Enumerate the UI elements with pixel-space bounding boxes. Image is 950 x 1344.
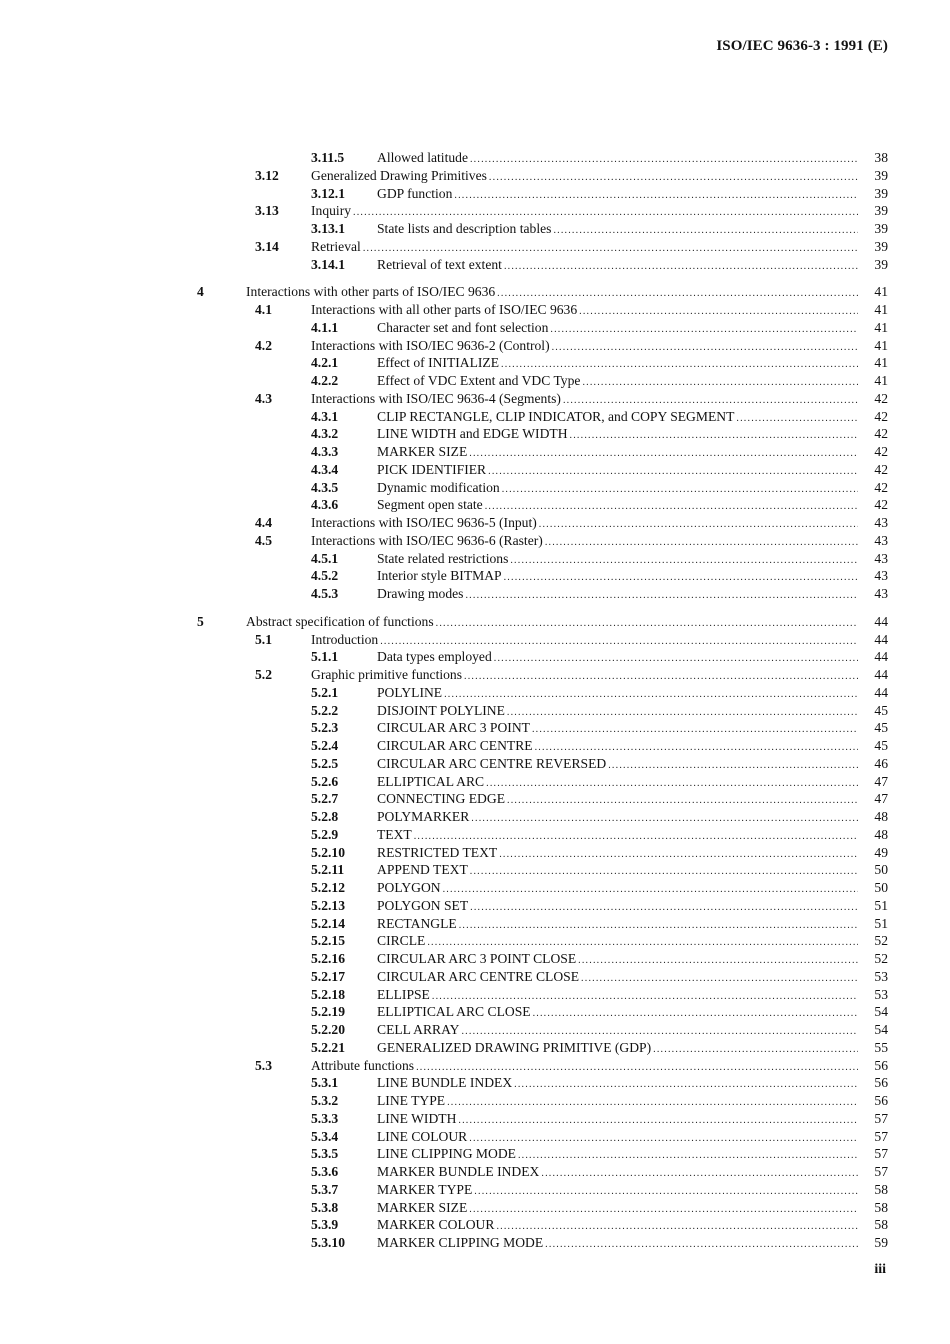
toc-entry-number: 4.5.3 [311, 586, 339, 601]
toc-entry[interactable] [0, 879, 950, 897]
toc-entry-title-leader [377, 1145, 858, 1165]
toc-entry[interactable] [0, 185, 950, 203]
toc-entry-page: 56 [874, 1058, 888, 1073]
toc-entry-title: Generalized Drawing Primitives [311, 168, 487, 183]
toc-entry[interactable] [0, 1216, 950, 1234]
toc-entry-page: 50 [874, 862, 888, 877]
toc-entry-page: 39 [874, 186, 888, 201]
toc-entry-title: Interactions with ISO/IEC 9636-4 (Segments) [311, 391, 561, 406]
toc-entry-number: 4.3.1 [311, 409, 339, 424]
toc-entry-number: 5.2.16 [311, 951, 345, 966]
toc-entry-number: 5.3.2 [311, 1093, 339, 1108]
toc-entry[interactable] [0, 319, 950, 337]
toc-entry[interactable] [0, 425, 950, 443]
toc-entry[interactable] [0, 1163, 950, 1181]
toc-entry-page: 45 [874, 720, 888, 735]
toc-entry-number: 3.12 [255, 168, 279, 183]
toc-entry-page: 51 [874, 916, 888, 931]
toc-entry-number: 5.3.8 [311, 1200, 339, 1215]
toc-entry-page: 52 [874, 951, 888, 966]
toc-entry-title-leader [311, 301, 858, 321]
toc-entry[interactable] [0, 550, 950, 568]
toc-entry[interactable] [0, 461, 950, 479]
toc-entry-page: 57 [874, 1146, 888, 1161]
toc-entry-page: 46 [874, 756, 888, 771]
toc-entry-title-leader [377, 897, 858, 917]
toc-entry-number: 5.3.5 [311, 1146, 339, 1161]
toc-entry-title-leader [377, 968, 858, 988]
toc-entry-number: 5.3.3 [311, 1111, 339, 1126]
toc-entry-number: 5 [197, 614, 204, 629]
toc-entry-title: MARKER TYPE [377, 1182, 473, 1197]
toc-entry[interactable] [0, 719, 950, 737]
toc-entry-page: 42 [874, 426, 888, 441]
toc-entry-title: ELLIPSE [377, 987, 430, 1002]
toc-entry-page: 58 [874, 1200, 888, 1215]
toc-entry-page: 42 [874, 462, 888, 477]
toc-entry-title: Interactions with ISO/IEC 9636-5 (Input) [311, 515, 537, 530]
toc-entry-title: Effect of VDC Extent and VDC Type [377, 373, 581, 388]
toc-entry-number: 5.2.6 [311, 774, 339, 789]
toc-entry[interactable] [0, 1145, 950, 1163]
toc-entry-page: 55 [874, 1040, 888, 1055]
toc-entry-page: 57 [874, 1111, 888, 1126]
toc-entry-title-leader [377, 950, 858, 970]
toc-entry[interactable] [0, 390, 950, 408]
toc-entry-page: 45 [874, 738, 888, 753]
toc-entry-page: 56 [874, 1093, 888, 1108]
toc-entry-number: 4.5.1 [311, 551, 339, 566]
toc-entry[interactable] [0, 1234, 950, 1252]
toc-entry-page: 47 [874, 774, 888, 789]
toc-entry-number: 4.3.6 [311, 497, 339, 512]
toc-entry-number: 5.2.12 [311, 880, 345, 895]
toc-entry-number: 3.11.5 [311, 150, 345, 165]
toc-entry[interactable] [0, 479, 950, 497]
toc-entry-title: LINE WIDTH [377, 1111, 457, 1126]
toc-entry-title-leader [377, 1216, 858, 1236]
toc-entry-page: 58 [874, 1217, 888, 1232]
toc-entry-title-leader [377, 496, 858, 516]
toc-entry-title-leader [377, 1181, 858, 1201]
toc-entry-title-leader [377, 737, 858, 757]
toc-entry-title-leader [377, 1110, 858, 1130]
toc-entry-number: 4.3.3 [311, 444, 339, 459]
toc-entry-page: 44 [874, 649, 888, 664]
toc-entry-title-leader [377, 879, 858, 899]
toc-entry-number: 4.3.4 [311, 462, 339, 477]
toc-entry-page: 48 [874, 809, 888, 824]
toc-entry-title: POLYLINE [377, 685, 443, 700]
toc-entry[interactable] [0, 167, 950, 185]
toc-entry-page: 41 [874, 373, 888, 388]
dot-leader [465, 587, 858, 605]
toc-entry-number: 4.5 [255, 533, 272, 548]
toc-entry-title: Attribute functions [311, 1058, 415, 1073]
toc-entry-title-leader [311, 202, 858, 222]
toc-entry[interactable] [0, 372, 950, 390]
toc-entry-title: Introduction [311, 632, 379, 647]
toc-entry[interactable] [0, 648, 950, 666]
toc-entry-title-leader [311, 238, 858, 258]
toc-entry-title: Drawing modes [377, 586, 464, 601]
toc-entry-number: 5.2.2 [311, 703, 339, 718]
toc-entry[interactable] [0, 1092, 950, 1110]
toc-entry-title: Interactions with ISO/IEC 9636-2 (Control) [311, 338, 550, 353]
toc-entry[interactable] [0, 337, 950, 355]
toc-entry-title: RECTANGLE [377, 916, 457, 931]
toc-entry-title: LINE TYPE [377, 1093, 446, 1108]
toc-entry-number: 5.1 [255, 632, 272, 647]
toc-entry-number: 5.3.10 [311, 1235, 345, 1250]
toc-entry-title-leader [311, 532, 858, 552]
toc-entry-title: Interior style BITMAP [377, 568, 502, 583]
toc-entry[interactable] [0, 1199, 950, 1217]
toc-entry-title: CIRCULAR ARC 3 POINT CLOSE [377, 951, 577, 966]
toc-entry-title-leader [377, 1039, 858, 1059]
toc-entry-page: 38 [874, 150, 888, 165]
toc-entry-number: 5.2.13 [311, 898, 345, 913]
toc-entry-title: TEXT [377, 827, 412, 842]
toc-entry-page: 39 [874, 239, 888, 254]
toc-entry-title: State related restrictions [377, 551, 509, 566]
toc-entry-number: 4.3 [255, 391, 272, 406]
toc-entry-number: 3.13 [255, 203, 279, 218]
toc-entry-page: 41 [874, 302, 888, 317]
toc-entry-title: ELLIPTICAL ARC [377, 774, 485, 789]
toc-entry-title: ELLIPTICAL ARC CLOSE [377, 1004, 531, 1019]
toc-entry-page: 59 [874, 1235, 888, 1250]
toc-entry-title-leader [377, 1074, 858, 1094]
toc-entry-number: 5.2.8 [311, 809, 339, 824]
toc-entry-page: 39 [874, 203, 888, 218]
toc-entry-number: 5.2.10 [311, 845, 345, 860]
toc-entry-number: 5.2.9 [311, 827, 339, 842]
toc-entry-title: POLYGON [377, 880, 441, 895]
toc-entry-title-leader [377, 585, 858, 605]
toc-entry-title-leader [377, 826, 858, 846]
toc-entry-page: 53 [874, 969, 888, 984]
toc-entry-page: 48 [874, 827, 888, 842]
toc-entry-title: MARKER CLIPPING MODE [377, 1235, 544, 1250]
toc-entry-title: LINE CLIPPING MODE [377, 1146, 516, 1161]
toc-entry-title: Abstract specification of functions [246, 614, 434, 629]
toc-entry-page: 43 [874, 515, 888, 530]
toc-entry[interactable] [0, 567, 950, 585]
toc-entry[interactable] [0, 496, 950, 514]
toc-entry-title: LINE BUNDLE INDEX [377, 1075, 513, 1090]
toc-entry-title-leader [377, 149, 858, 169]
toc-entry-title-leader [377, 1092, 858, 1112]
toc-entry-title: RESTRICTED TEXT [377, 845, 498, 860]
toc-entry-number: 5.3 [255, 1058, 272, 1073]
toc-entry-number: 4.1 [255, 302, 272, 317]
toc-entry-title: Effect of INITIALIZE [377, 355, 500, 370]
toc-entry[interactable] [0, 149, 950, 167]
toc-entry-number: 5.2.4 [311, 738, 339, 753]
toc-entry-title-leader [377, 567, 858, 587]
toc-entry-title: CIRCULAR ARC CENTRE REVERSED [377, 756, 607, 771]
toc-entry-title: CONNECTING EDGE [377, 791, 505, 806]
toc-entry-number: 3.14.1 [311, 257, 345, 272]
toc-entry[interactable] [0, 1181, 950, 1199]
toc-entry-title-leader [377, 425, 858, 445]
dot-leader [545, 1236, 858, 1254]
toc-entry[interactable] [0, 443, 950, 461]
toc-entry-number: 4 [197, 284, 204, 299]
toc-entry-page: 57 [874, 1164, 888, 1179]
toc-entry-title: POLYMARKER [377, 809, 470, 824]
toc-entry-page: 44 [874, 667, 888, 682]
toc-entry[interactable] [0, 1039, 950, 1057]
toc-entry-number: 3.14 [255, 239, 279, 254]
dot-leader [504, 258, 858, 276]
toc-entry-title-leader [377, 319, 858, 339]
toc-entry[interactable] [0, 684, 950, 702]
toc-entry-number: 4.1.1 [311, 320, 339, 335]
toc-entry-number: 5.2.17 [311, 969, 345, 984]
toc-entry-number: 4.2.1 [311, 355, 339, 370]
toc-entry-title-leader [377, 755, 858, 775]
toc-entry-title: CLIP RECTANGLE, CLIP INDICATOR, and COPY SEGMENT [377, 409, 735, 424]
toc-entry-page: 44 [874, 685, 888, 700]
toc-entry-number: 5.2 [255, 667, 272, 682]
toc-entry-title-leader [377, 220, 858, 240]
toc-entry-number: 5.2.5 [311, 756, 339, 771]
toc-entry-page: 56 [874, 1075, 888, 1090]
toc-entry-title-leader [377, 1021, 858, 1041]
toc-entry[interactable] [0, 301, 950, 319]
toc-entry-title: MARKER COLOUR [377, 1217, 495, 1232]
toc-entry-page: 39 [874, 221, 888, 236]
toc-entry-title: APPEND TEXT [377, 862, 468, 877]
toc-entry-title: Allowed latitude [377, 150, 468, 165]
toc-entry-title-leader [377, 790, 858, 810]
toc-entry-title-leader [377, 372, 858, 392]
toc-entry-number: 5.2.1 [311, 685, 339, 700]
toc-entry-title-leader [377, 719, 858, 739]
toc-entry[interactable] [0, 915, 950, 933]
toc-entry-title-leader [246, 283, 858, 303]
toc-entry-title: Retrieval [311, 239, 361, 254]
toc-entry-number: 4.3.2 [311, 426, 339, 441]
toc-entry-number: 5.3.1 [311, 1075, 339, 1090]
toc-entry-number: 4.3.5 [311, 480, 339, 495]
toc-entry-page: 42 [874, 480, 888, 495]
toc-entry[interactable] [0, 968, 950, 986]
toc-entry-page: 41 [874, 320, 888, 335]
toc-entry-title: GENERALIZED DRAWING PRIMITIVE (GDP) [377, 1040, 652, 1055]
toc-entry-title-leader [311, 666, 858, 686]
toc-entry[interactable] [0, 585, 950, 603]
toc-entry-page: 39 [874, 168, 888, 183]
toc-entry-page: 39 [874, 257, 888, 272]
toc-entry[interactable] [0, 238, 950, 256]
toc-entry-page: 54 [874, 1022, 888, 1037]
toc-entry[interactable] [0, 773, 950, 791]
toc-entry-title: CIRCULAR ARC CENTRE [377, 738, 533, 753]
toc-entry-page: 42 [874, 409, 888, 424]
toc-entry-number: 4.5.2 [311, 568, 339, 583]
toc-entry[interactable] [0, 1074, 950, 1092]
toc-entry-title-leader [377, 443, 858, 463]
toc-entry-page: 43 [874, 586, 888, 601]
toc-entry-number: 5.3.4 [311, 1129, 339, 1144]
toc-entry-page: 42 [874, 444, 888, 459]
toc-entry-number: 5.2.3 [311, 720, 339, 735]
toc-entry[interactable] [0, 613, 950, 631]
toc-entry[interactable] [0, 283, 950, 301]
toc-entry[interactable] [0, 666, 950, 684]
toc-entry[interactable] [0, 514, 950, 532]
toc-entry-page: 41 [874, 338, 888, 353]
toc-entry-title: Interactions with other parts of ISO/IEC 9636 [246, 284, 496, 299]
toc-entry-page: 52 [874, 933, 888, 948]
toc-entry-title-leader [377, 932, 858, 952]
toc-entry-page: 45 [874, 703, 888, 718]
toc-entry-title: Retrieval of text extent [377, 257, 502, 272]
toc-entry-title: Segment open state [377, 497, 483, 512]
toc-entry-page: 47 [874, 791, 888, 806]
toc-entry[interactable] [0, 1128, 950, 1146]
toc-entry-number: 5.2.20 [311, 1022, 345, 1037]
toc-entry[interactable] [0, 532, 950, 550]
toc-entry-page: 58 [874, 1182, 888, 1197]
toc-entry-title: MARKER SIZE [377, 444, 468, 459]
toc-entry-title: Character set and font selection [377, 320, 549, 335]
toc-entry-page: 57 [874, 1129, 888, 1144]
toc-entry-title: MARKER SIZE [377, 1200, 468, 1215]
toc-entry[interactable] [0, 808, 950, 826]
toc-entry-title: LINE COLOUR [377, 1129, 468, 1144]
toc-entry-title: State lists and description tables [377, 221, 552, 236]
toc-entry-page: 49 [874, 845, 888, 860]
toc-entry[interactable] [0, 256, 950, 274]
toc-entry-number: 5.2.7 [311, 791, 339, 806]
toc-entry[interactable] [0, 844, 950, 862]
page-header: ISO/IEC 9636-3 : 1991 (E) [716, 38, 888, 54]
toc-entry-number: 4.2 [255, 338, 272, 353]
toc-entry-page: 53 [874, 987, 888, 1002]
toc-entry-title: CIRCULAR ARC 3 POINT [377, 720, 530, 735]
toc-entry-title: PICK IDENTIFIER [377, 462, 487, 477]
toc-entry-title: Interactions with all other parts of ISO/IEC 9636 [311, 302, 578, 317]
toc-entry[interactable] [0, 755, 950, 773]
toc-entry-title: GDP function [377, 186, 453, 201]
toc-entry-page: 43 [874, 551, 888, 566]
toc-entry-number: 5.2.18 [311, 987, 345, 1002]
toc-entry-title-leader [311, 167, 858, 187]
toc-entry-title: MARKER BUNDLE INDEX [377, 1164, 540, 1179]
toc-entry-title: DISJOINT POLYLINE [377, 703, 505, 718]
toc-entry[interactable] [0, 220, 950, 238]
toc-entry-page: 44 [874, 632, 888, 647]
toc-entry-number: 5.3.9 [311, 1217, 339, 1232]
toc-entry[interactable] [0, 354, 950, 372]
toc-entry-number: 5.3.7 [311, 1182, 339, 1197]
toc-entry-number: 5.1.1 [311, 649, 339, 664]
toc-entry-title-leader [377, 648, 858, 668]
toc-entry-page: 50 [874, 880, 888, 895]
toc-entry-number: 5.2.15 [311, 933, 345, 948]
toc-entry[interactable] [0, 1003, 950, 1021]
toc-entry-number: 5.2.21 [311, 1040, 345, 1055]
toc-entry-title-leader [377, 1234, 858, 1254]
toc-entry-title-leader [377, 256, 858, 276]
toc-entry-title-leader [377, 861, 858, 881]
toc-entry[interactable] [0, 1057, 950, 1075]
toc-entry-page: 44 [874, 614, 888, 629]
toc-entry-title-leader [311, 514, 858, 534]
toc-entry-title-leader [246, 613, 858, 633]
toc-entry-title: Data types employed [377, 649, 492, 664]
toc-entry-number: 5.2.14 [311, 916, 345, 931]
toc-entry-page: 43 [874, 533, 888, 548]
toc-entry-title: LINE WIDTH and EDGE WIDTH [377, 426, 568, 441]
toc-entry-title: Interactions with ISO/IEC 9636-6 (Raster) [311, 533, 543, 548]
toc-entry-title: POLYGON SET [377, 898, 469, 913]
toc-entry[interactable] [0, 790, 950, 808]
toc-entry[interactable] [0, 932, 950, 950]
toc-entry-title-leader [377, 684, 858, 704]
toc-entry-number: 5.2.19 [311, 1004, 345, 1019]
toc-entry[interactable] [0, 950, 950, 968]
toc-entry-title-leader [311, 390, 858, 410]
toc-entry[interactable] [0, 202, 950, 220]
toc-entry[interactable] [0, 986, 950, 1004]
toc-entry-title: CIRCULAR ARC CENTRE CLOSE [377, 969, 580, 984]
toc-entry-title: Inquiry [311, 203, 352, 218]
toc-entry-title-leader [377, 1003, 858, 1023]
toc-entry[interactable] [0, 408, 950, 426]
toc-entry-number: 4.4 [255, 515, 272, 530]
toc-entry-page: 54 [874, 1004, 888, 1019]
toc-entry-number: 5.2.11 [311, 862, 345, 877]
toc-entry-title-leader [377, 354, 858, 374]
toc-entry-title-leader [377, 808, 858, 828]
toc-entry[interactable] [0, 861, 950, 879]
toc-entry-page: 42 [874, 391, 888, 406]
toc-entry[interactable] [0, 702, 950, 720]
toc-entry-title: CELL ARRAY [377, 1022, 460, 1037]
toc-entry[interactable] [0, 826, 950, 844]
toc-entry-page: 42 [874, 497, 888, 512]
toc-entry-page: 41 [874, 355, 888, 370]
toc-entry-title-leader [377, 1163, 858, 1183]
toc-entry-number: 5.3.6 [311, 1164, 339, 1179]
toc-entry-number: 4.2.2 [311, 373, 339, 388]
toc-entry-page: 43 [874, 568, 888, 583]
toc-entry-title-leader [377, 461, 858, 481]
toc-entry-title: Dynamic modification [377, 480, 500, 495]
toc-entry[interactable] [0, 897, 950, 915]
toc-entry-page: 41 [874, 284, 888, 299]
page-number: iii [874, 1262, 886, 1277]
toc-entry-page: 51 [874, 898, 888, 913]
toc-entry[interactable] [0, 631, 950, 649]
toc-entry[interactable] [0, 737, 950, 755]
toc-entry-title: Graphic primitive functions [311, 667, 463, 682]
toc-entry-number: 3.13.1 [311, 221, 345, 236]
toc-entry[interactable] [0, 1110, 950, 1128]
toc-entry[interactable] [0, 1021, 950, 1039]
toc-entry-number: 3.12.1 [311, 186, 345, 201]
toc-entry-title: CIRCLE [377, 933, 426, 948]
